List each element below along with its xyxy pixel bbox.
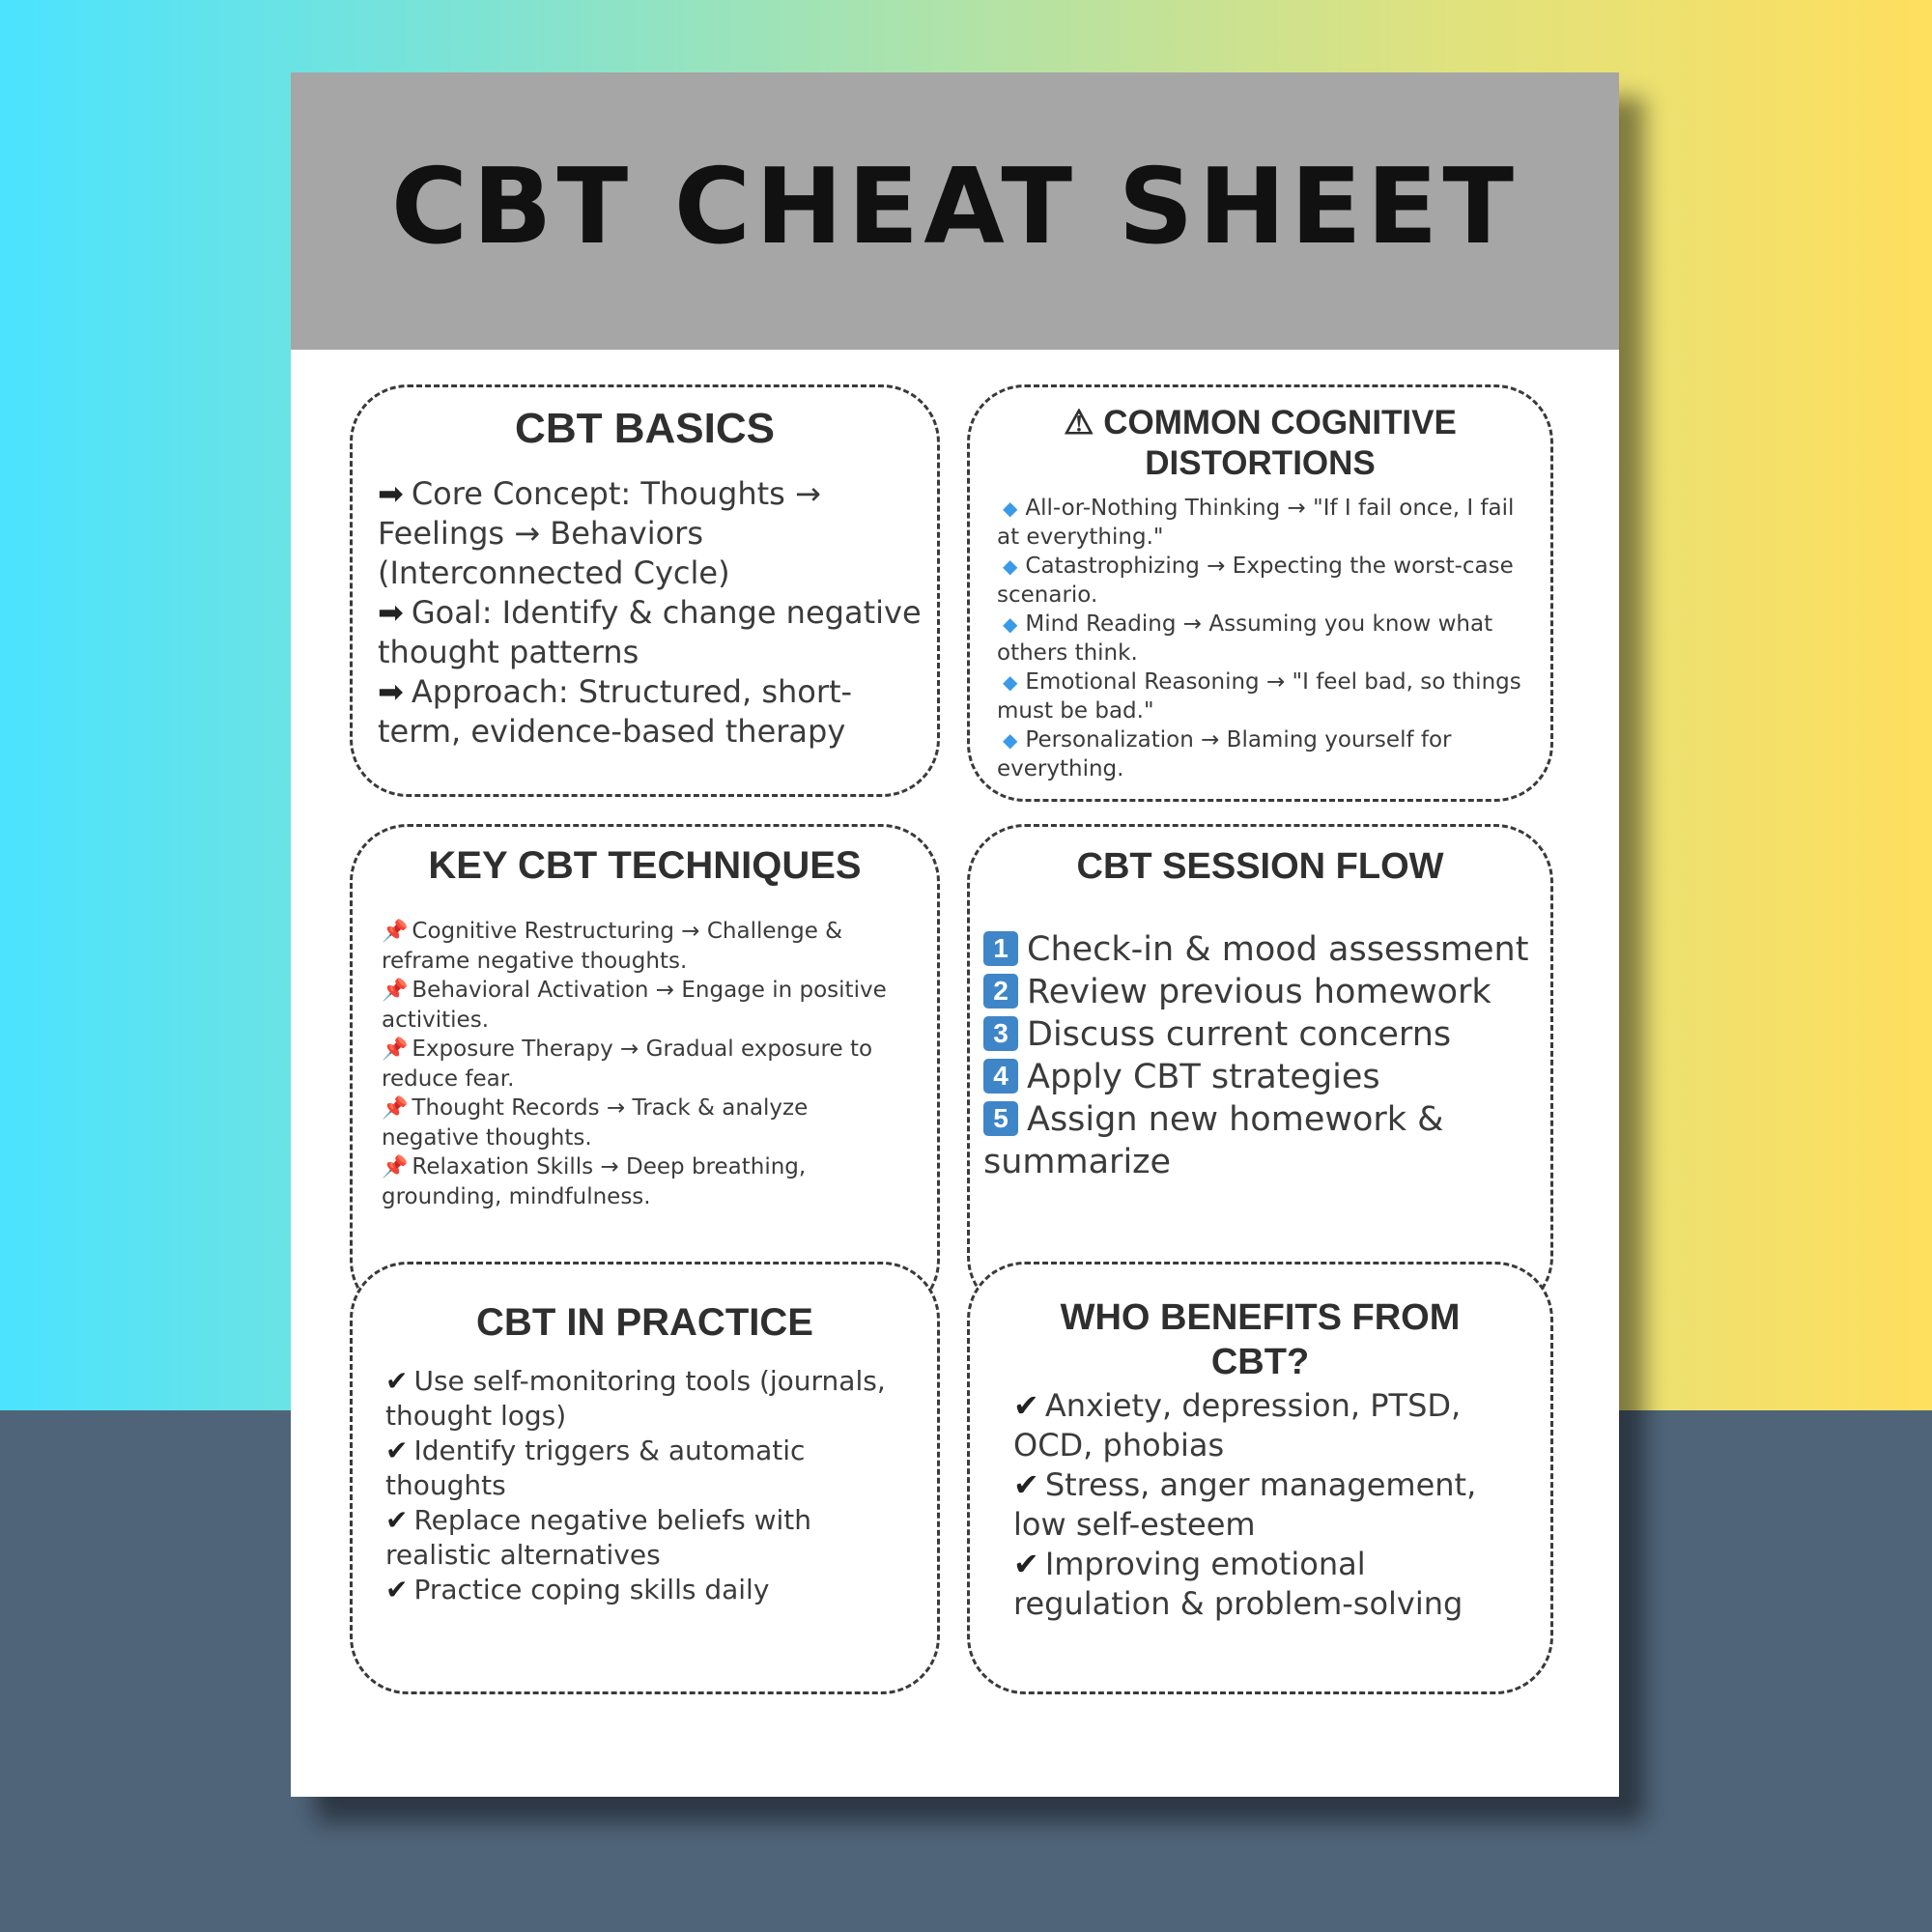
list-item: ✔ Stress, anger management, low self-esteem [1013,1466,1477,1543]
list-item: 📌 Exposure Therapy → Gradual exposure to reduce fear. [382,1037,873,1092]
number-badge-icon: 4 [983,1059,1018,1094]
cognitive-distortions-card [967,384,1553,802]
number-badge-icon: 3 [983,1016,1018,1051]
list-item: ◆ All-or-Nothing Thinking → "If I fail once, I fail at everything." [997,496,1515,550]
list-item: 4 Apply CBT strategies [983,1056,1531,1098]
list-item: ✔ Replace negative beliefs with realistic alternatives [385,1504,812,1571]
who-benefits-card [967,1262,1553,1694]
card-heading: CBT SESSION FLOW [1076,846,1444,887]
list-item: ◆ Mind Reading → Assuming you know what others think. [997,611,1493,666]
key-techniques-card [350,824,940,1319]
checkmark-icon: ✔ [385,1435,409,1466]
list-item: 📌 Behavioral Activation → Engage in positive activities. [382,978,887,1033]
right-arrow-icon: ➡ [378,594,404,631]
blue-diamond-icon: ◆ [1003,497,1018,520]
number-badge-icon: 2 [983,974,1018,1009]
page-title: CBT CHEAT SHEET [390,146,1520,268]
cbt-basics-card [350,384,940,797]
session-flow-card [967,824,1553,1315]
title-banner [291,72,1619,350]
list-item: ✔ Identify triggers & automatic thoughts [385,1435,806,1501]
list-item: ◆ Emotional Reasoning → "I feel bad, so things must be bad." [997,669,1521,724]
blue-diamond-icon: ◆ [1003,670,1018,694]
pushpin-icon: 📌 [382,1037,409,1062]
session-flow-list [983,928,1531,1183]
basics-list [378,474,927,752]
list-item: 2 Review previous homework [983,971,1531,1013]
pushpin-icon: 📌 [382,920,409,944]
list-item: ◆ Catastrophizing → Expecting the worst-case scenario. [997,554,1514,608]
distortions-list [997,494,1525,783]
list-item: 1 Check-in & mood assessment [983,928,1531,971]
list-item: ➡ Goal: Identify & change negative thought patterns [378,594,922,670]
list-item: 📌 Relaxation Skills → Deep breathing, grounding, mindfulness. [382,1154,807,1209]
blue-diamond-icon: ◆ [1003,728,1018,752]
list-item: 3 Discuss current concerns [983,1013,1531,1056]
card-heading: ⚠ COMMON COGNITIVE DISTORTIONS [1064,404,1457,482]
list-item: 📌 Thought Records → Track & analyze negative thoughts. [382,1095,809,1151]
card-heading: CBT BASICS [515,405,775,452]
pushpin-icon: 📌 [382,979,409,1003]
list-item: ✔ Anxiety, depression, PTSD, OCD, phobias [1013,1387,1462,1463]
list-item: ➡ Core Concept: Thoughts → Feelings → Behaviors (Interconnected Cycle) [378,475,821,591]
right-arrow-icon: ➡ [378,673,404,710]
practice-list [385,1364,918,1607]
pushpin-icon: 📌 [382,1096,409,1121]
checkmark-icon: ✔ [385,1365,409,1397]
benefits-list [1013,1386,1521,1624]
warning-icon: ⚠ [1064,404,1094,441]
checkmark-icon: ✔ [1013,1466,1039,1503]
list-item: 5 Assign new homework & summarize [983,1100,1444,1181]
list-item: 📌 Cognitive Restructuring → Challenge & reframe negative thoughts. [382,919,843,974]
cheat-sheet-page [291,72,1619,1797]
card-heading: KEY CBT TECHNIQUES [428,844,862,887]
card-heading: CBT IN PRACTICE [476,1301,813,1344]
checkmark-icon: ✔ [385,1574,409,1605]
cbt-in-practice-card [350,1262,940,1694]
checkmark-icon: ✔ [1013,1387,1039,1424]
list-item: ➡ Approach: Structured, short-term, evidence-based therapy [378,673,853,750]
checkmark-icon: ✔ [385,1504,409,1536]
blue-diamond-icon: ◆ [1003,612,1018,636]
list-item: ◆ Personalization → Blaming yourself for everything. [997,727,1452,781]
number-badge-icon: 5 [983,1101,1018,1136]
checkmark-icon: ✔ [1013,1546,1039,1582]
right-arrow-icon: ➡ [378,475,404,512]
techniques-list [382,917,912,1211]
list-item: ✔ Practice coping skills daily [385,1574,770,1605]
blue-diamond-icon: ◆ [1003,554,1018,578]
card-heading: WHO BENEFITS FROM CBT? [1060,1297,1461,1382]
list-item: ✔ Improving emotional regulation & problem-solving [1013,1546,1463,1622]
pushpin-icon: 📌 [382,1155,409,1179]
number-badge-icon: 1 [983,931,1018,966]
list-item: ✔ Use self-monitoring tools (journals, thought logs) [385,1365,886,1432]
